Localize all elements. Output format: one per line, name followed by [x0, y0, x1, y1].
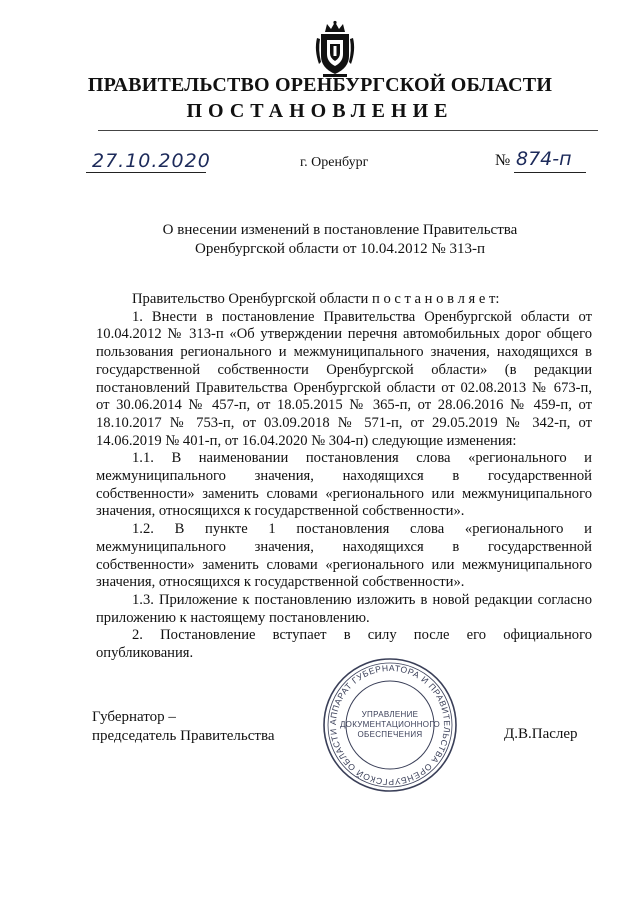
document-subject	[130, 221, 550, 259]
paragraph-1-3: 1.3. Приложение к постановлению изложить в новой редакции согласно приложению к настоящему постановлению.	[96, 591, 592, 626]
body-intro: Правительство Оренбургской области п о с т а н о в л я е т:	[132, 291, 500, 307]
stamp-line-3: ОБЕСПЕЧЕНИЯ	[357, 730, 423, 739]
date-underline	[86, 172, 206, 173]
paragraph-1: 1. Внести в постановление Правительства Оренбургской области от 10.04.2012 № 313-п «Об утверждении перечня автомобильных дорог общего пользования регионального и межмуниципального значения, находящихся в государственной собственности Оренбургской области» (в редакции постановлений Правительства Оренбургской области от 02.08.2013 № 673-п, от 30.06.2014 № 457-п, от 18.05.2015 № 365-п, от 28.06.2016 № 459-п, от 18.10.2017 № 753-п, от 03.09.2018 № 571-п, от 29.05.2019 № 342-п, от 14.06.2019 № 401-п, от 16.04.2020 № 304-п) следующие изменения:	[96, 308, 592, 449]
government-title: ПРАВИТЕЛЬСТВО ОРЕНБУРГСКОЙ ОБЛАСТИ	[87, 74, 553, 96]
document-number: 874-п	[516, 148, 572, 170]
stamp-line-2: ДОКУМЕНТАЦИОННОГО	[339, 720, 441, 729]
subject-line-2: Оренбургской области от 10.04.2012 № 313-п	[194, 241, 486, 257]
official-stamp	[320, 655, 460, 795]
number-underline	[514, 172, 586, 173]
signer-position-line-2: председатель Правительства	[92, 728, 275, 744]
signer-position	[92, 708, 275, 746]
signer-position-line-1: Губернатор –	[92, 709, 176, 725]
paragraph-2: 2. Постановление вступает в силу после его официального опубликования.	[96, 627, 592, 662]
header-divider	[98, 130, 598, 131]
document-number-prefix: №	[495, 152, 511, 169]
coat-of-arms-emblem	[313, 20, 357, 78]
document-date: 27.10.2020	[92, 150, 211, 172]
subject-line-1: О внесении изменений в постановление Правительства	[162, 222, 518, 238]
stamp-center-text	[320, 655, 460, 795]
paragraph-1-2: 1.2. В пункте 1 постановления слова «регионального и межмуниципального значения, находящихся в государственной собственности» заменить словами «регионального или межмуниципального значения, относящихся к государственной собственности».	[96, 521, 592, 591]
document-city: г. Оренбург	[300, 155, 369, 170]
document-type-title: ПОСТАНОВЛЕНИЕ	[186, 100, 454, 122]
stamp-line-1: УПРАВЛЕНИЕ	[361, 710, 419, 719]
stamp-ring-text: АППАРАТ ГУБЕРНАТОРА И ПРАВИТЕЛЬСТВА ОРЕНБУРГСКОЙ ОБЛАСТИ	[327, 662, 453, 788]
paragraph-1-1: 1.1. В наименовании постановления слова «регионального и межмуниципального значения, находящихся в государственной собственности» заменить словами «регионального или межмуниципального значения, относящихся к государственной собственности».	[96, 450, 592, 520]
signer-name: Д.В.Паслер	[504, 726, 578, 742]
document-body	[96, 291, 592, 663]
